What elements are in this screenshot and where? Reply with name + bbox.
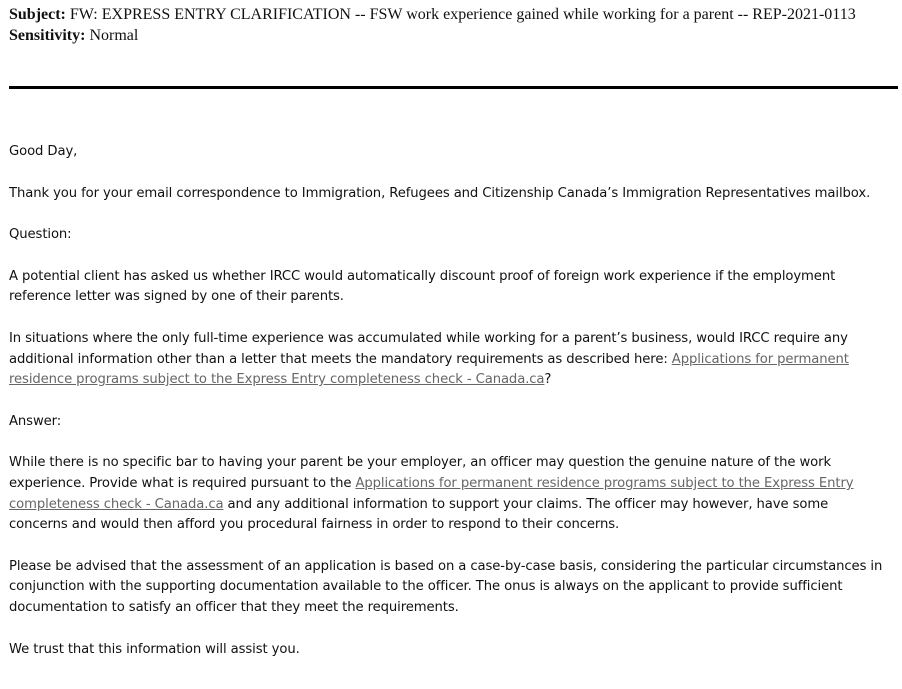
subject-value: FW: EXPRESS ENTRY CLARIFICATION -- FSW work experience gained while working for a parent -- REP-2021-0113 [69,6,856,23]
sensitivity-line [9,25,889,46]
express-entry-link[interactable]: Applications for permanent residence programs subject to the Express Entry completeness check - Canada.ca [9,351,849,388]
answer-paragraph-2: Please be advised that the assessment of an application is based on a case-by-case basis, considering the particular circumstances in conjunction with the supporting documentation available to the officer. The onus is always on the applicant to provide sufficient documentation to satisfy an officer that they meet the requirements. [9,558,883,615]
question-paragraph-1: A potential client has asked us whether IRCC would automatically discount proof of foreign work experience if the employment reference letter was signed by one of their parents. [9,268,836,305]
header-divider [9,86,898,89]
answer-text: While there is no specific bar to having your parent be your employer, an officer may question the genuine nature of the work experience. Provide what is required pursuant to the [9,455,832,491]
answer-text-continued: and any additional information to support your claims. The officer may however, have some concerns and would then afford you procedural fairness in order to respond to their concerns. [9,496,829,533]
question-end: ? [544,372,552,388]
greeting: Good Day, [9,144,78,159]
answer-heading: Answer: [9,413,62,429]
question-text: In situations where the only full-time experience was accumulated while working for a parent’s business, would IRCC require any additional information other than a letter that meets the mandatory requirements as described here: [9,330,848,367]
email-header [9,4,889,46]
closing-line: We trust that this information will assist you. [9,641,300,657]
sensitivity-label: Sensitivity: [9,27,86,44]
sensitivity-value: Normal [89,27,139,44]
intro-paragraph: Thank you for your email correspondence to Immigration, Refugees and Citizenship Canada’s Immigration Representatives mailbox. [9,185,871,201]
email-body [9,142,889,681]
subject-label: Subject: [9,6,66,23]
subject-line [9,4,889,25]
question-paragraph-2 [9,329,889,391]
answer-paragraph-1 [9,453,889,535]
question-heading: Question: [9,227,72,243]
express-entry-link-2[interactable]: Applications for permanent residence programs subject to the Express Entry completeness check - Canada.ca [9,475,854,512]
